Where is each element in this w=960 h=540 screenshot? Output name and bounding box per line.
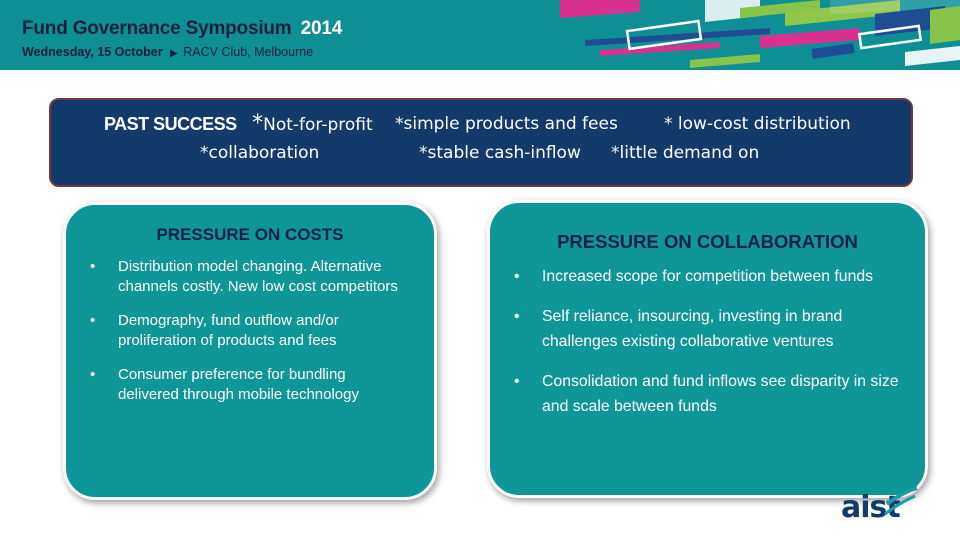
bullet-text: Distribution model changing. Alternative channels costly. New low cost competitors [118,258,398,295]
success-item: *little demand on [611,143,760,163]
arrow-right-icon: ▶ [170,48,178,59]
success-item: *simple products and fees [395,114,618,134]
asterisk: * [252,111,264,136]
past-success-box [49,98,913,187]
success-item: * low-cost distribution [664,114,851,134]
bullet-icon: • [514,308,520,325]
bullet-icon: • [90,312,96,329]
success-item: *stable cash-inflow [419,143,581,163]
list-item [90,257,408,297]
success-item: *collaboration [200,143,320,163]
event-date: Wednesday, 15 October [22,45,163,59]
list-item [514,304,908,354]
list-item [90,365,408,405]
bullet-text: Increased scope for competition between funds [542,268,874,285]
stripe-shapes [560,0,960,68]
bullet-text: Consolidation and fund inflows see disparity in size and scale between funds [542,373,899,415]
header-banner [0,0,960,70]
past-success-line-1 [104,111,373,136]
box-title: PRESSURE ON COSTS [156,225,344,244]
bullet-list [90,257,408,419]
past-success-heading: PAST SUCCESS [104,114,237,134]
list-item [90,311,408,351]
logo-text: aist [841,490,900,525]
bullet-text: Self reliance, insourcing, investing in brand challenges existing collaborative ventures [542,308,843,350]
bullet-list [514,264,908,434]
bullet-text: Demography, fund outflow and/or proliferation of products and fees [118,312,339,349]
bullet-text: Consumer preference for bundling delivered through mobile technology [118,366,359,403]
list-item [514,264,908,289]
list-item [514,369,908,419]
event-year: 2014 [300,18,343,39]
event-details [22,45,313,59]
event-title [22,18,342,40]
aist-logo [841,484,931,526]
bullet-icon: • [514,373,520,390]
pressure-on-collaboration-box [487,200,928,498]
logo-swoosh-icon [841,484,931,526]
success-item: Not-for-profit [263,115,373,135]
pressure-on-costs-box [63,202,437,500]
bullet-icon: • [90,258,96,275]
bullet-icon: • [90,366,96,383]
box-title: PRESSURE ON COLLABORATION [557,231,858,252]
event-name: Fund Governance Symposium [22,18,292,39]
event-venue: RACV Club, Melbourne [183,45,314,59]
bullet-icon: • [514,268,520,285]
